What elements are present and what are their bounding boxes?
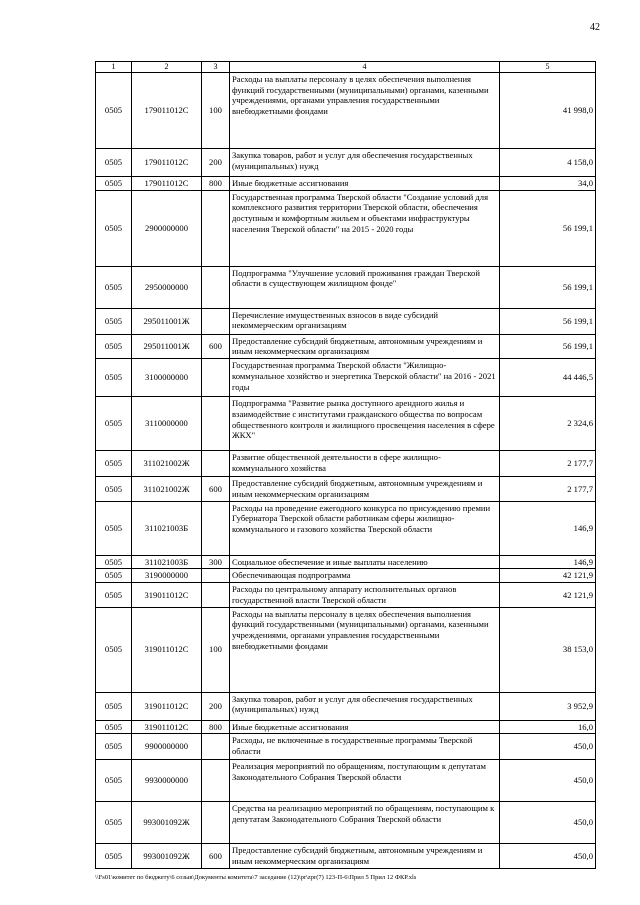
- table-row: [96, 583, 596, 607]
- section-code-cell: 0505: [96, 607, 132, 692]
- header-description: 4: [230, 62, 500, 73]
- header-amount: 5: [500, 62, 596, 73]
- expense-type-cell: 600: [202, 477, 230, 501]
- amount-cell: 146,9: [500, 501, 596, 555]
- table-row: [96, 73, 596, 149]
- description-cell: Подпрограмма "Улучшение условий проживания граждан Тверской области в существующем жилищном фонде": [230, 266, 500, 308]
- table-row: [96, 334, 596, 358]
- expense-type-cell: [202, 190, 230, 266]
- amount-cell: 450,0: [500, 760, 596, 802]
- target-article-cell: 993001092Ж: [132, 802, 202, 844]
- table-row: [96, 397, 596, 451]
- expense-type-cell: [202, 760, 230, 802]
- target-article-cell: 179011012С: [132, 149, 202, 177]
- expense-type-cell: 800: [202, 720, 230, 734]
- amount-cell: 2 177,7: [500, 477, 596, 501]
- table-row: [96, 149, 596, 177]
- amount-cell: 56 199,1: [500, 308, 596, 334]
- expense-type-cell: 100: [202, 607, 230, 692]
- footer-file-path: \\Fs01\комитет по бюджету\6 созыв\Документы комитета\7 заседание (12)\pr\zpr(7) 123-П-6\Прил 5 Прил 12 ФКР.xls: [95, 874, 417, 881]
- target-article-cell: 993001092Ж: [132, 844, 202, 868]
- section-code-cell: 0505: [96, 334, 132, 358]
- table-row: [96, 451, 596, 477]
- target-article-cell: 179011012С: [132, 177, 202, 191]
- target-article-cell: 311021002Ж: [132, 451, 202, 477]
- section-code-cell: 0505: [96, 802, 132, 844]
- section-code-cell: 0505: [96, 451, 132, 477]
- description-cell: Подпрограмма "Развитие рынка доступного арендного жилья и взаимодействие с институтами гражданского общества по вопросам общественного контроля и жилищного просвещения населения в сфере ЖКХ": [230, 397, 500, 451]
- expense-type-cell: 800: [202, 177, 230, 191]
- page-number: 42: [590, 22, 600, 33]
- expense-type-cell: [202, 397, 230, 451]
- target-article-cell: 295011001Ж: [132, 334, 202, 358]
- table-row: [96, 359, 596, 397]
- section-code-cell: 0505: [96, 501, 132, 555]
- target-article-cell: 2950000000: [132, 266, 202, 308]
- description-cell: Социальное обеспечение и иные выплаты населению: [230, 555, 500, 569]
- amount-cell: 3 952,9: [500, 692, 596, 720]
- expense-type-cell: [202, 308, 230, 334]
- table-row: [96, 177, 596, 191]
- description-cell: Предоставление субсидий бюджетным, автономным учреждениям и иным некоммерческим организациям: [230, 334, 500, 358]
- table-row: [96, 477, 596, 501]
- amount-cell: 44 446,5: [500, 359, 596, 397]
- budget-table: [95, 61, 596, 869]
- table-header-row: [96, 62, 596, 73]
- description-cell: Расходы на выплаты персоналу в целях обеспечения выполнения функций государственными (муниципальными) органами, казенными учреждениями, органами управления государственными внебюджетными фондами: [230, 73, 500, 149]
- section-code-cell: 0505: [96, 266, 132, 308]
- description-cell: Закупка товаров, работ и услуг для обеспечения государственных (муниципальных) нужд: [230, 149, 500, 177]
- table-row: [96, 844, 596, 868]
- amount-cell: 42 121,9: [500, 569, 596, 583]
- amount-cell: 34,0: [500, 177, 596, 191]
- target-article-cell: 319011012С: [132, 692, 202, 720]
- expense-type-cell: 200: [202, 149, 230, 177]
- table-row: [96, 720, 596, 734]
- target-article-cell: 9930000000: [132, 760, 202, 802]
- description-cell: Государственная программа Тверской области "Создание условий для комплексного развития территории Тверской области, обеспечения доступным и комфортным жильем и объектами инфраструктуры населения Тверской области" на 2015 - 2020 годы: [230, 190, 500, 266]
- expense-type-cell: [202, 734, 230, 760]
- description-cell: Предоставление субсидий бюджетным, автономным учреждениям и иным некоммерческим организациям: [230, 844, 500, 868]
- amount-cell: 56 199,1: [500, 334, 596, 358]
- section-code-cell: 0505: [96, 477, 132, 501]
- amount-cell: 41 998,0: [500, 73, 596, 149]
- table-row: [96, 607, 596, 692]
- section-code-cell: 0505: [96, 720, 132, 734]
- description-cell: Государственная программа Тверской области "Жилищно-коммунальное хозяйство и энергетика Тверской области" на 2016 - 2021 годы: [230, 359, 500, 397]
- expense-type-cell: [202, 569, 230, 583]
- section-code-cell: 0505: [96, 844, 132, 868]
- expense-type-cell: [202, 802, 230, 844]
- description-cell: Иные бюджетные ассигнования: [230, 720, 500, 734]
- target-article-cell: 319011012С: [132, 583, 202, 607]
- section-code-cell: 0505: [96, 190, 132, 266]
- amount-cell: 56 199,1: [500, 190, 596, 266]
- table-row: [96, 555, 596, 569]
- target-article-cell: 311021002Ж: [132, 477, 202, 501]
- section-code-cell: 0505: [96, 149, 132, 177]
- amount-cell: 16,0: [500, 720, 596, 734]
- expense-type-cell: 100: [202, 73, 230, 149]
- header-section: 1: [96, 62, 132, 73]
- header-type: 3: [202, 62, 230, 73]
- description-cell: Реализация мероприятий по обращениям, поступающим к депутатам Законодательного Собрания Тверской области: [230, 760, 500, 802]
- description-cell: Расходы на проведение ежегодного конкурса по присуждению премии Губернатора Тверской области работникам сферы жилищно-коммунального и газового хозяйства Тверской области: [230, 501, 500, 555]
- target-article-cell: 9900000000: [132, 734, 202, 760]
- expense-type-cell: 200: [202, 692, 230, 720]
- section-code-cell: 0505: [96, 397, 132, 451]
- amount-cell: 450,0: [500, 844, 596, 868]
- target-article-cell: 179011012С: [132, 73, 202, 149]
- target-article-cell: 311021003Б: [132, 555, 202, 569]
- section-code-cell: 0505: [96, 734, 132, 760]
- description-cell: Иные бюджетные ассигнования: [230, 177, 500, 191]
- expense-type-cell: [202, 359, 230, 397]
- expense-type-cell: [202, 266, 230, 308]
- table-row: [96, 802, 596, 844]
- table-row: [96, 569, 596, 583]
- amount-cell: 2 177,7: [500, 451, 596, 477]
- section-code-cell: 0505: [96, 359, 132, 397]
- expense-type-cell: 300: [202, 555, 230, 569]
- table-body: [96, 73, 596, 869]
- description-cell: Перечисление имущественных взносов в виде субсидий некоммерческим организациям: [230, 308, 500, 334]
- target-article-cell: 295011001Ж: [132, 308, 202, 334]
- amount-cell: 450,0: [500, 802, 596, 844]
- expense-type-cell: 600: [202, 334, 230, 358]
- table-row: [96, 692, 596, 720]
- target-article-cell: 2900000000: [132, 190, 202, 266]
- amount-cell: 146,9: [500, 555, 596, 569]
- target-article-cell: 319011012С: [132, 607, 202, 692]
- amount-cell: 38 153,0: [500, 607, 596, 692]
- section-code-cell: 0505: [96, 583, 132, 607]
- description-cell: Расходы на выплаты персоналу в целях обеспечения выполнения функций государственными (муниципальными) органами, казенными учреждениями, органами управления государственными внебюджетными фондами: [230, 607, 500, 692]
- section-code-cell: 0505: [96, 177, 132, 191]
- expense-type-cell: [202, 583, 230, 607]
- table-row: [96, 734, 596, 760]
- table-row: [96, 760, 596, 802]
- section-code-cell: 0505: [96, 760, 132, 802]
- target-article-cell: 3100000000: [132, 359, 202, 397]
- amount-cell: 450,0: [500, 734, 596, 760]
- amount-cell: 4 158,0: [500, 149, 596, 177]
- expense-type-cell: [202, 501, 230, 555]
- section-code-cell: 0505: [96, 308, 132, 334]
- expense-type-cell: [202, 451, 230, 477]
- target-article-cell: 319011012С: [132, 720, 202, 734]
- target-article-cell: 311021003Б: [132, 501, 202, 555]
- table-row: [96, 501, 596, 555]
- table-row: [96, 190, 596, 266]
- expense-type-cell: 600: [202, 844, 230, 868]
- description-cell: Расходы по центральному аппарату исполнительных органов государственной власти Тверской области: [230, 583, 500, 607]
- description-cell: Расходы, не включенные в государственные программы Тверской области: [230, 734, 500, 760]
- header-target: 2: [132, 62, 202, 73]
- section-code-cell: 0505: [96, 692, 132, 720]
- amount-cell: 42 121,9: [500, 583, 596, 607]
- target-article-cell: 3190000000: [132, 569, 202, 583]
- amount-cell: 2 324,6: [500, 397, 596, 451]
- description-cell: Средства на реализацию мероприятий по обращениям, поступающим к депутатам Законодательного Собрания Тверской области: [230, 802, 500, 844]
- target-article-cell: 3110000000: [132, 397, 202, 451]
- section-code-cell: 0505: [96, 555, 132, 569]
- table-row: [96, 266, 596, 308]
- description-cell: Предоставление субсидий бюджетным, автономным учреждениям и иным некоммерческим организациям: [230, 477, 500, 501]
- table-row: [96, 308, 596, 334]
- section-code-cell: 0505: [96, 569, 132, 583]
- section-code-cell: 0505: [96, 73, 132, 149]
- description-cell: Развитие общественной деятельности в сфере жилищно-коммунального хозяйства: [230, 451, 500, 477]
- description-cell: Закупка товаров, работ и услуг для обеспечения государственных (муниципальных) нужд: [230, 692, 500, 720]
- amount-cell: 56 199,1: [500, 266, 596, 308]
- description-cell: Обеспечивающая подпрограмма: [230, 569, 500, 583]
